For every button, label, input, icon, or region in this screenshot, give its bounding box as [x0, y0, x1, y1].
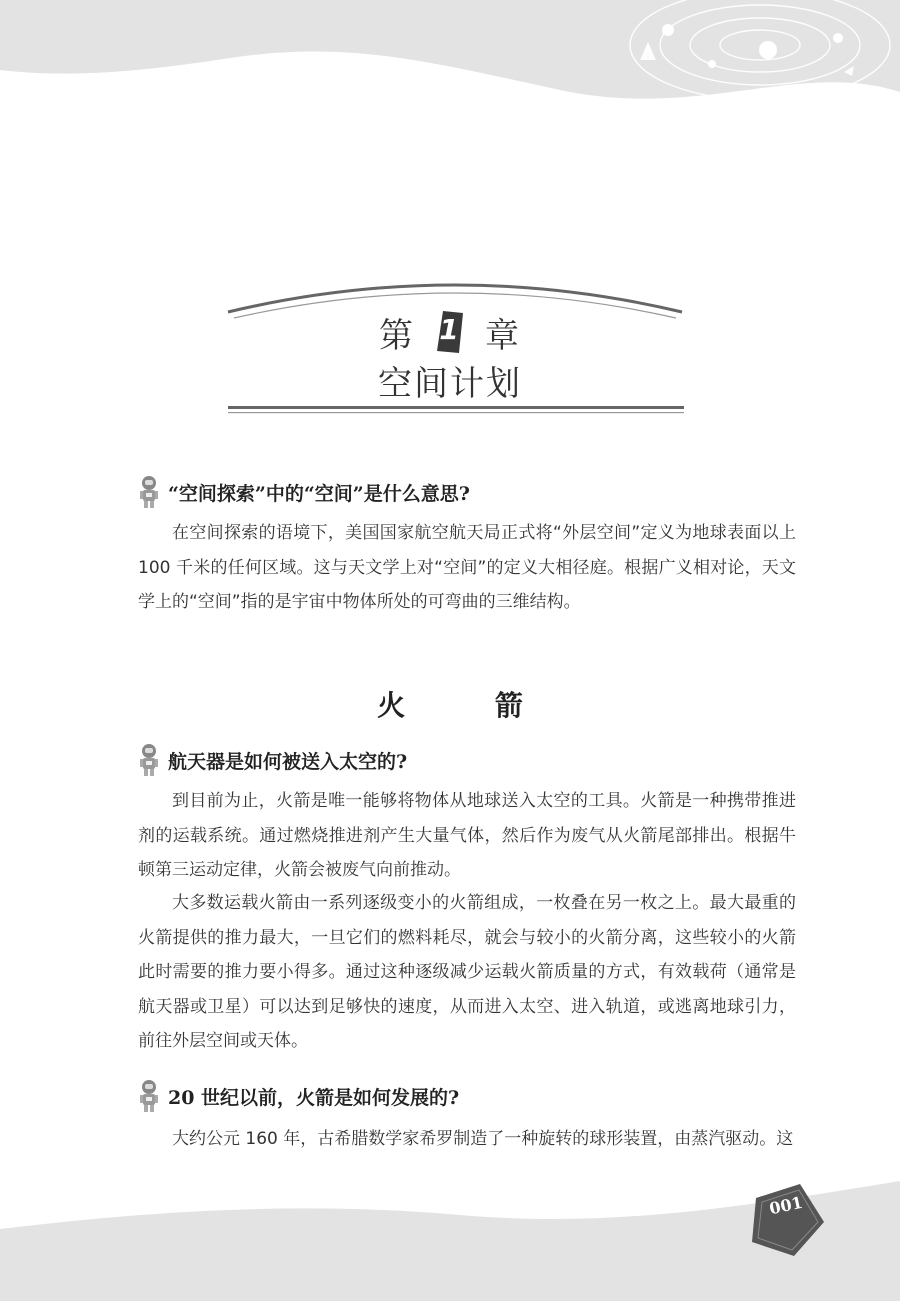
question-heading-1 — [138, 474, 470, 510]
chapter-title: 空间计划 — [378, 364, 522, 404]
header-wave-decoration — [0, 0, 900, 120]
chapter-number-line — [0, 308, 900, 357]
astronaut-icon — [138, 743, 160, 777]
chapter-number: 1 — [439, 313, 461, 346]
q1-paragraph-1: 在空间探索的语境下，美国国家航空航天局正式将“外层空间”定义为地球表面以上 100 千米的任何区域。这与天文学上对“空间”的定义大相径庭。根据广义相对论，天文学上的“空间”指的是宇宙中物体所处的可弯曲的三维结构。 — [138, 523, 796, 612]
q3-paragraph-1: 大约公元 160 年，古希腊数学家希罗制造了一种旋转的球形装置，由蒸汽驱动。这 — [172, 1129, 794, 1149]
section-heading-rocket: 火 箭 — [377, 689, 563, 722]
question-3-text: 20 世纪以前，火箭是如何发展的? — [168, 1086, 460, 1109]
astronaut-icon — [138, 475, 160, 509]
astronaut-icon — [138, 1079, 160, 1113]
page-number: 001 — [767, 1192, 805, 1219]
chapter-number-badge — [433, 309, 467, 355]
q2-paragraph-2: 大多数运载火箭由一系列逐级变小的火箭组成，一枚叠在另一枚之上。最大最重的火箭提供的推力最大，一旦它们的燃料耗尽，就会与较小的火箭分离，这些较小的火箭此时需要的推力要小得多。通过这种逐级减少运载火箭质量的方式，有效载荷（通常是航天器或卫星）可以达到足够快的速度，从而进入太空、进入轨道，或逃离地球引力，前往外层空间或天体。 — [138, 893, 796, 1051]
question-heading-3 — [138, 1078, 459, 1114]
chapter-rule-decoration — [228, 404, 684, 416]
chapter-suffix: 章 — [485, 316, 521, 356]
q2-paragraph-1: 到目前为止，火箭是唯一能够将物体从地球送入太空的工具。火箭是一种携带推进剂的运载系统。通过燃烧推进剂产生大量气体，然后作为废气从火箭尾部排出。根据牛顿第三运动定律，火箭会被废气向前推动。 — [138, 791, 796, 880]
question-2-text: 航天器是如何被送入太空的? — [168, 750, 408, 773]
chapter-prefix: 第 — [379, 316, 415, 356]
question-1-text: “空间探索”中的“空间”是什么意思? — [168, 482, 470, 505]
question-heading-2 — [138, 742, 407, 778]
